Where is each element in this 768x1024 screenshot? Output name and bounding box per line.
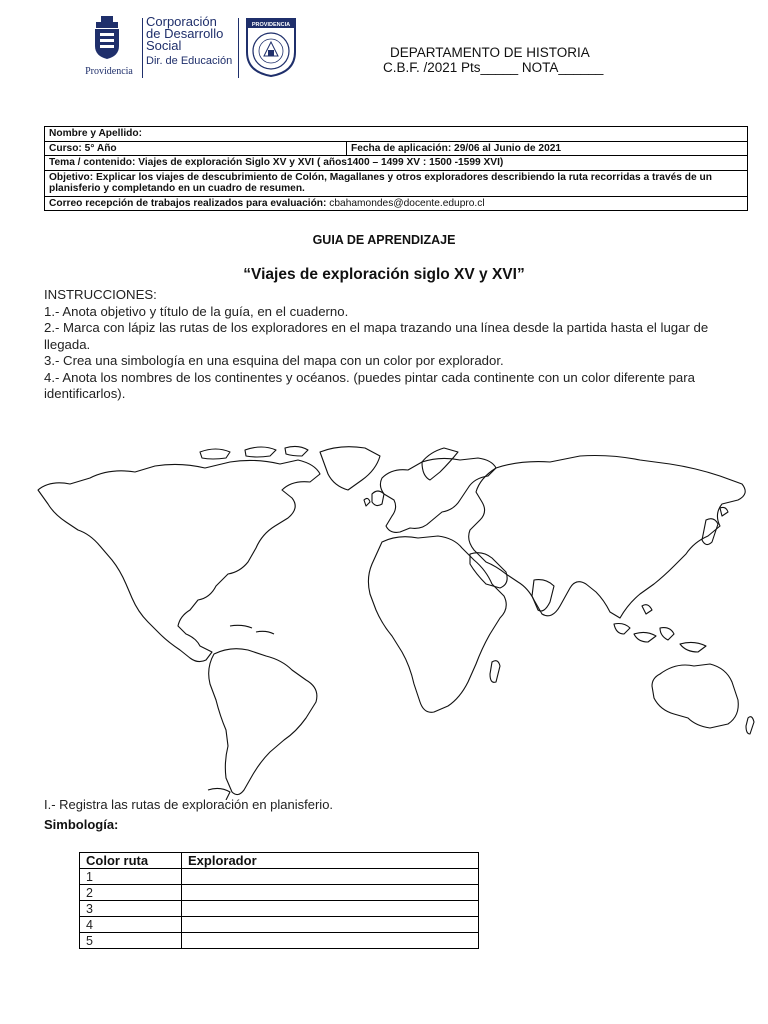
continent-africa [368,536,506,712]
greenland [320,447,380,490]
corp-line: Social [146,38,182,53]
corp-line: Dir. de Educación [146,55,233,67]
route-number-cell[interactable]: 5 [80,933,182,949]
scandinavia [422,448,458,480]
table-row [80,901,479,917]
corporation-name [146,16,232,67]
date-cell: Fecha de aplicación: 29/06 al Junio de 2021 [351,142,562,154]
instruction-item: 2.- Marca con lápiz las rutas de los exploradores en el mapa trazando una línea desde la partida hasta el lugar de llegada. [44,320,709,352]
continent-north-america [38,460,320,662]
email-label: Correo recepción de trabajos realizados para evaluación: [49,197,327,209]
table-row [80,885,479,901]
school-seal-icon [244,16,298,78]
guide-title: “Viajes de exploración siglo XV y XVI” [243,266,525,283]
caribbean [230,625,274,634]
guide-label: GUIA DE APRENDIZAJE [312,233,456,247]
instructions-heading: INSTRUCCIONES: [44,287,157,302]
instruction-item: 1.- Anota objetivo y título de la guía, en el cuaderno. [44,303,349,319]
british-isles [364,491,384,506]
department-name: DEPARTAMENTO DE HISTORIA [390,45,590,60]
coat-of-arms-icon [92,16,122,60]
route-number-cell[interactable]: 4 [80,917,182,933]
instructions [44,287,734,403]
symbology-label: Simbología: [44,817,119,832]
course-date-row [45,141,747,156]
instruction-item: 3.- Crea una simbología en una esquina del mapa con un color por explorador. [44,353,504,368]
grade-line: C.B.F. /2021 Pts_____ NOTA______ [383,60,604,75]
world-map-outline[interactable] [30,438,760,800]
course-cell: Curso: 5° Año [45,142,347,156]
route-number-cell[interactable]: 2 [80,885,182,901]
table-row [80,869,479,885]
explorer-cell[interactable] [182,917,479,933]
email-row [45,196,747,211]
continent-asia [469,456,746,619]
seal-text: PROVIDENCIA [251,22,291,28]
explorer-cell[interactable] [182,869,479,885]
corp-line: de Desarrollo [146,26,224,41]
instruction-item: 4.- Anota los nombres de los continentes y océanos. (puedes pintar cada continente con un color diferente para identificarlos). [44,369,695,401]
institution-logos [74,14,304,84]
email-address[interactable]: cbahamondes@docente.edupro.cl [329,197,485,209]
arctic-islands [200,446,308,459]
route-number-cell[interactable]: 3 [80,901,182,917]
route-number-cell[interactable]: 1 [80,869,182,885]
new-zealand [746,717,754,734]
continent-south-america [209,649,317,795]
divider [238,18,239,78]
madagascar [490,661,500,683]
corp-line: Corporación [146,14,217,29]
symbology-table [79,852,479,949]
table-row [80,933,479,949]
india [532,580,554,611]
column-header-color: Color ruta [80,853,182,869]
column-header-explorer: Explorador [182,853,479,869]
info-table [44,126,748,211]
section-1-instruction: I.- Registra las rutas de exploración en planisferio. [44,797,334,812]
topic-row: Tema / contenido: Viajes de exploración Siglo XV y XVI ( años1400 – 1499 XV : 1500 -1599 XVI) [45,155,747,170]
divider [142,18,143,78]
objective-row: Objetivo: Explicar los viajes de descubrimiento de Colón, Magallanes y otros exploradores describiendo la ruta recorridas a través de un planisferio y completando en un cuadro de resumen. [45,170,747,196]
explorer-cell[interactable] [182,885,479,901]
continent-australia [652,664,738,728]
explorer-cell[interactable] [182,901,479,917]
department-block [383,45,604,75]
name-row[interactable]: Nombre y Apellido: [49,128,143,139]
table-header-row [80,853,479,869]
explorer-cell[interactable] [182,933,479,949]
japan [702,508,728,545]
table-row [80,917,479,933]
municipality-name: Providencia [85,66,133,77]
southeast-asia-islands [614,605,706,652]
